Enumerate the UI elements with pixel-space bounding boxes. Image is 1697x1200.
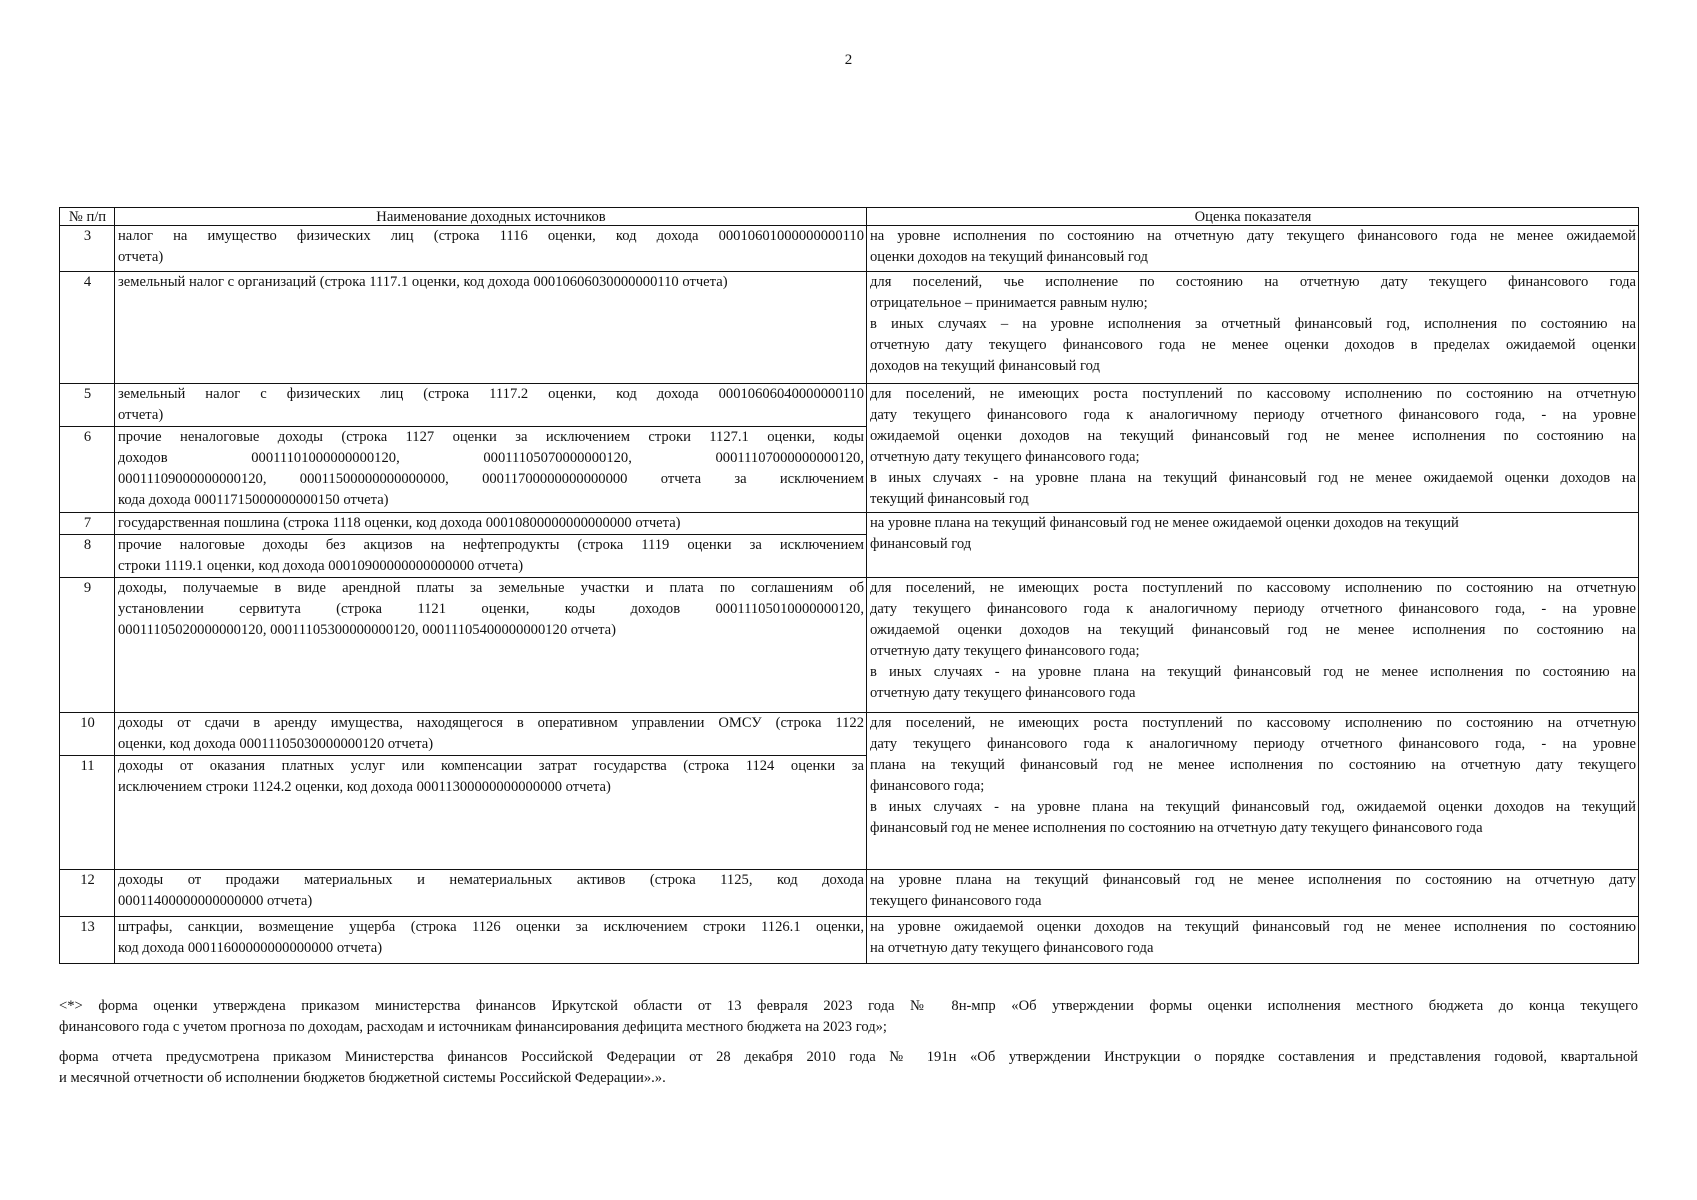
income-source: государственная пошлина (строка 1118 оценки, код дохода 00010800000000000000 отчета) [115,513,867,535]
assessment: для поселений, не имеющих роста поступлений по кассовому исполнению по состоянию на отчетную дату текущего финансового года к аналогичному периоду отчетного финансового года, - на уровне плана на текущий финансовый год не менее исполнения по состоянию на отчетную дату текущего финансового года; в иных случаях - на уровне плана на текущий финансовый год, ожидаемой оценки доходов на текущий финансовый год не менее исполнения по состоянию на отчетную дату текущего финансового года [867,713,1639,870]
row-number: 11 [60,756,115,870]
row-number: 5 [60,384,115,427]
row-number: 13 [60,917,115,964]
row-number: 4 [60,272,115,384]
row-number: 3 [60,226,115,272]
table-row [60,578,1639,713]
header-assessment: Оценка показателя [867,208,1639,226]
table-row [60,513,1639,535]
assessment: для поселений, не имеющих роста поступлений по кассовому исполнению по состоянию на отчетную дату текущего финансового года к аналогичному периоду отчетного финансового года, - на уровне ожидаемой оценки доходов на текущий финансовый год не менее исполнения по состоянию на отчетную дату текущего финансового года; в иных случаях - на уровне плана на текущий финансовый год не менее исполнения по состоянию на отчетную дату текущего финансового года [867,578,1639,713]
header-income-source: Наименование доходных источников [115,208,867,226]
assessment: на уровне плана на текущий финансовый год не менее ожидаемой оценки доходов на текущий финансовый год [867,513,1639,578]
row-number: 10 [60,713,115,756]
row-number: 7 [60,513,115,535]
footnote-report-form: форма отчета предусмотрена приказом Министерства финансов Российской Федерации от 28 декабря 2010 года № 191н «Об утверждении Инструкции о порядке составления и представления годовой, квартальной и месячной отчетности об исполнении бюджетов бюджетной системы Российской Федерации».». [59,1049,1638,1086]
header-number: № п/п [60,208,115,226]
table-row [60,226,1639,272]
income-source: земельный налог с организаций (строка 1117.1 оценки, код дохода 00010606030000000110 отчета) [115,272,867,384]
income-source: доходы от оказания платных услуг или компенсации затрат государства (строка 1124 оценки за исключением строки 1124.2 оценки, код дохода 00011300000000000000 отчета) [115,756,867,870]
table-row [60,713,1639,756]
income-source: доходы, получаемые в виде арендной платы за земельные участки и плата по соглашениям об установлении сервитута (строка 1121 оценки, коды доходов 00011105010000000120, 00011105020000000120, 00011105300000000120, 00011105400000000120 отчета) [115,578,867,713]
table-row [60,917,1639,964]
income-source: налог на имущество физических лиц (строка 1116 оценки, код дохода 00010601000000000110 отчета) [115,226,867,272]
income-source: прочие налоговые доходы без акцизов на нефтепродукты (строка 1119 оценки за исключением строки 1119.1 оценки, код дохода 00010900000000000000 отчета) [115,535,867,578]
assessment: на уровне ожидаемой оценки доходов на текущий финансовый год не менее исполнения по состоянию на отчетную дату текущего финансового года [867,917,1639,964]
table-row [60,272,1639,384]
row-number: 6 [60,427,115,513]
row-number: 12 [60,870,115,917]
row-number: 9 [60,578,115,713]
assessment: на уровне плана на текущий финансовый год не менее исполнения по состоянию на отчетную дату текущего финансового года [867,870,1639,917]
income-assessment-table [59,207,1639,964]
page-number: 2 [844,52,853,68]
income-source: штрафы, санкции, возмещение ущерба (строка 1126 оценки за исключением строки 1126.1 оценки, код дохода 00011600000000000000 отчета) [115,917,867,964]
income-source: земельный налог с физических лиц (строка 1117.2 оценки, код дохода 00010606040000000110 отчета) [115,384,867,427]
table-row [60,870,1639,917]
assessment: для поселений, не имеющих роста поступлений по кассовому исполнению по состоянию на отчетную дату текущего финансового года к аналогичному периоду отчетного финансового года, - на уровне ожидаемой оценки доходов на текущий финансовый год не менее исполнения по состоянию на отчетную дату текущего финансового года; в иных случаях - на уровне плана на текущий финансовый год не менее ожидаемой оценки доходов на текущий финансовый год [867,384,1639,513]
income-source: доходы от сдачи в аренду имущества, находящегося в оперативном управлении ОМСУ (строка 1122 оценки, код дохода 00011105030000000120 отчета) [115,713,867,756]
table-row [60,384,1639,427]
income-source: прочие неналоговые доходы (строка 1127 оценки за исключением строки 1127.1 оценки, коды доходов 00011101000000000120, 00011105070000000120, 00011107000000000120, 00011109000000000120, 00011500000000000000, 00011700000000000000 отчета за исключением кода дохода 00011715000000000150 отчета) [115,427,867,513]
row-number: 8 [60,535,115,578]
assessment: на уровне исполнения по состоянию на отчетную дату текущего финансового года не менее ожидаемой оценки доходов на текущий финансовый год [867,226,1639,272]
income-source: доходы от продажи материальных и нематериальных активов (строка 1125, код дохода 00011400000000000000 отчета) [115,870,867,917]
assessment: для поселений, чье исполнение по состоянию на отчетную дату текущего финансового года отрицательное – принимается равным нулю; в иных случаях – на уровне исполнения за отчетный финансовый год, исполнения по состоянию на отчетную дату текущего финансового года не менее оценки доходов в пределах ожидаемой оценки доходов на текущий финансовый год [867,272,1639,384]
footnote-estimate-form: <*> форма оценки утверждена приказом министерства финансов Иркутской области от 13 февраля 2023 года № 8н-мпр «Об утверждении формы оценки исполнения местного бюджета до конца текущего финансового года с учетом прогноза по доходам, расходам и источникам финансирования дефицита местного бюджета на 2023 год»; [59,998,1638,1035]
